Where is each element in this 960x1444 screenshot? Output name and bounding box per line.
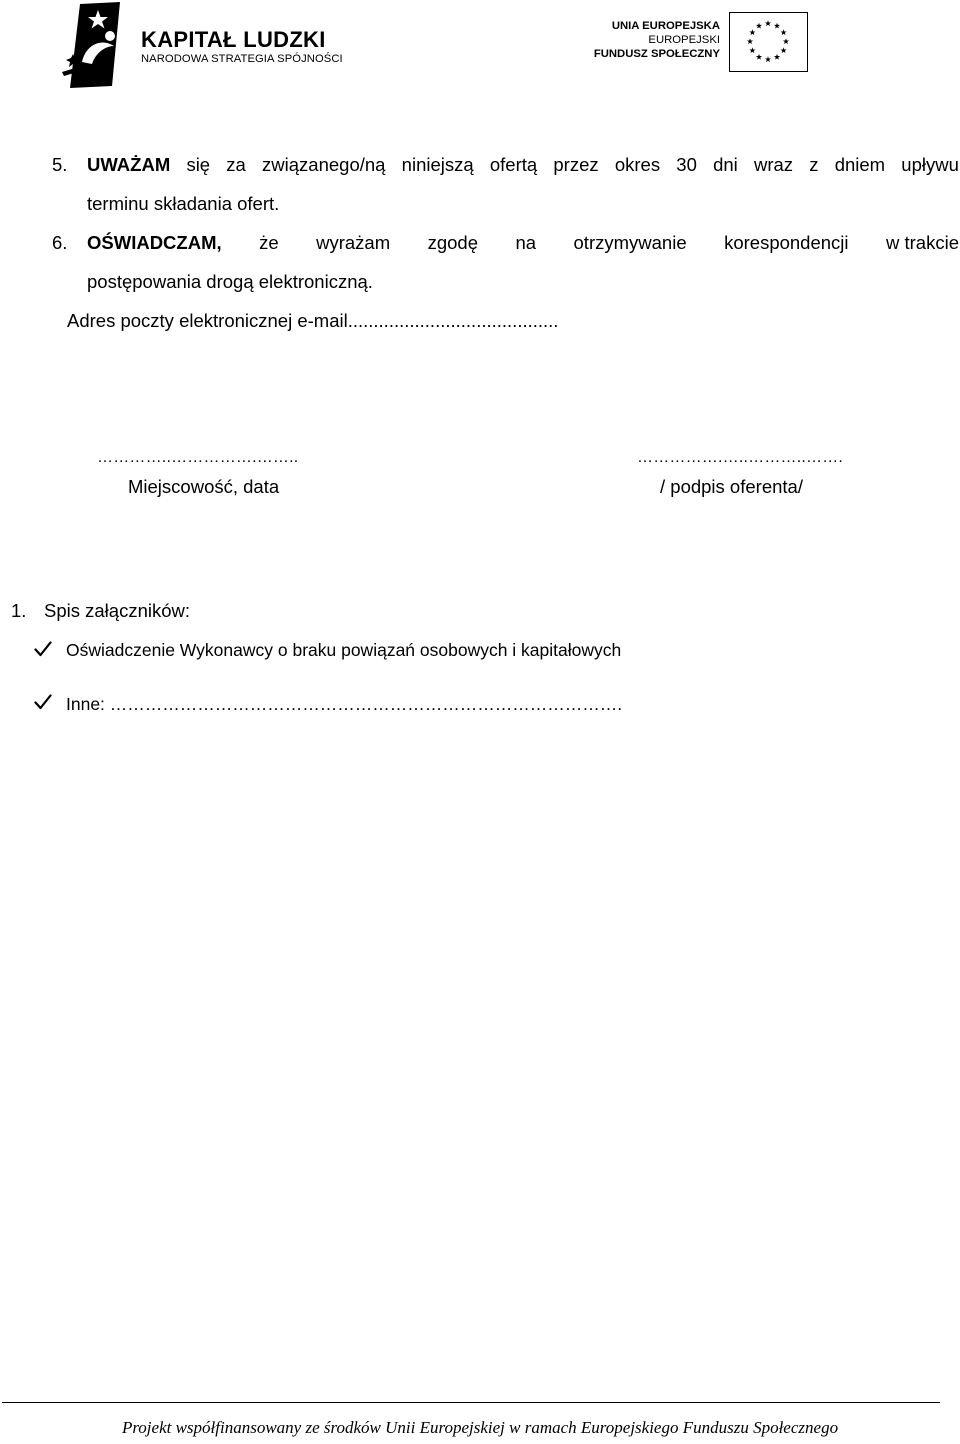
email-line: Adres poczty elektronicznej e-mail.........................................: [67, 310, 559, 331]
item-6-bold: OŚWIADCZAM,: [87, 232, 222, 253]
item-5-line2: terminu składania ofert.: [87, 193, 280, 214]
eu-star-icon: [765, 56, 771, 62]
eu-star-icon: [783, 38, 789, 44]
eu-stars-icon: [730, 13, 806, 70]
eu-star-icon: [749, 29, 755, 35]
kapital-ludzki-emblem-icon: [62, 2, 138, 88]
item-5-word: związanego/ną: [262, 154, 386, 175]
kapital-ludzki-title: KAPITAŁ LUDZKI: [141, 27, 326, 52]
item-5-bold: UWAŻAM: [87, 154, 171, 175]
eu-star-icon: [756, 54, 762, 60]
checkmark-icon: [34, 694, 52, 715]
item-6-line2: postępowania drogą elektroniczną.: [87, 271, 373, 292]
eu-star-icon: [781, 47, 787, 53]
item-5-word: dniem: [834, 154, 886, 175]
item-5-word: upływu: [901, 154, 959, 175]
eu-logo-text: [594, 19, 720, 61]
item-6-line1: [87, 223, 959, 262]
eu-star-icon: [781, 29, 787, 35]
signature-dots: …………….…..………..…….: [637, 449, 844, 466]
eu-flag-icon: [729, 12, 808, 72]
item-5-word: za: [226, 154, 246, 175]
attachment-item: Inne: …………………………………………………………………………….: [66, 694, 623, 714]
attachment-item: Oświadczenie Wykonawcy o braku powiązań osobowych i kapitałowych: [66, 640, 622, 660]
place-date-dots: …………..…………….……..: [97, 449, 299, 466]
eu-star-icon: [749, 47, 755, 53]
item-5-number: 5.: [52, 154, 68, 175]
place-date-label: Miejscowość, data: [128, 476, 280, 497]
item-6-word: w trakcie: [886, 232, 959, 253]
item-5-word: z: [809, 154, 819, 175]
item-6-word: że: [259, 232, 279, 253]
kapital-ludzki-subtitle: NARODOWA STRATEGIA SPÓJNOŚCI: [141, 53, 343, 65]
eu-star-icon: [774, 23, 780, 29]
footer-text: Projekt współfinansowany ze środków Unii Europejskiej w ramach Europejskiego Funduszu Społecznego: [121, 1418, 839, 1437]
item-6-word: na: [515, 232, 537, 253]
eu-logo-line2: EUROPEJSKI: [648, 34, 720, 46]
signature-label: / podpis oferenta/: [660, 476, 803, 497]
item-6-word: korespondencji: [724, 232, 849, 253]
item-5-word: 30: [676, 154, 697, 175]
eu-star-icon: [774, 54, 780, 60]
item-5-word: wraz: [753, 154, 794, 175]
item-5-word: dni: [713, 154, 738, 175]
item-5-word: niniejszą: [401, 154, 474, 175]
attachments-number: 1.: [11, 600, 27, 621]
item-6-number: 6.: [52, 232, 68, 253]
eu-logo-line1: UNIA EUROPEJSKA: [611, 20, 720, 32]
item-5-word: przez: [553, 154, 599, 175]
eu-star-icon: [765, 20, 771, 26]
item-5-word: okres: [614, 154, 661, 175]
eu-star-icon: [756, 23, 762, 29]
item-6-word: otrzymywanie: [573, 232, 687, 253]
item-6-word: wyrażam: [316, 232, 391, 253]
attachments-heading: Spis załączników:: [44, 600, 191, 621]
item-6-word: zgodę: [427, 232, 478, 253]
eu-star-icon: [747, 38, 753, 44]
checkmark-icon: [34, 641, 52, 662]
item-5-word: ofertą: [489, 154, 538, 175]
footer-divider: [2, 1402, 940, 1403]
eu-logo-line3: FUNDUSZ SPOŁECZNY: [593, 48, 720, 60]
item-5-word: się: [186, 154, 211, 175]
item-5-line1: [87, 145, 959, 184]
